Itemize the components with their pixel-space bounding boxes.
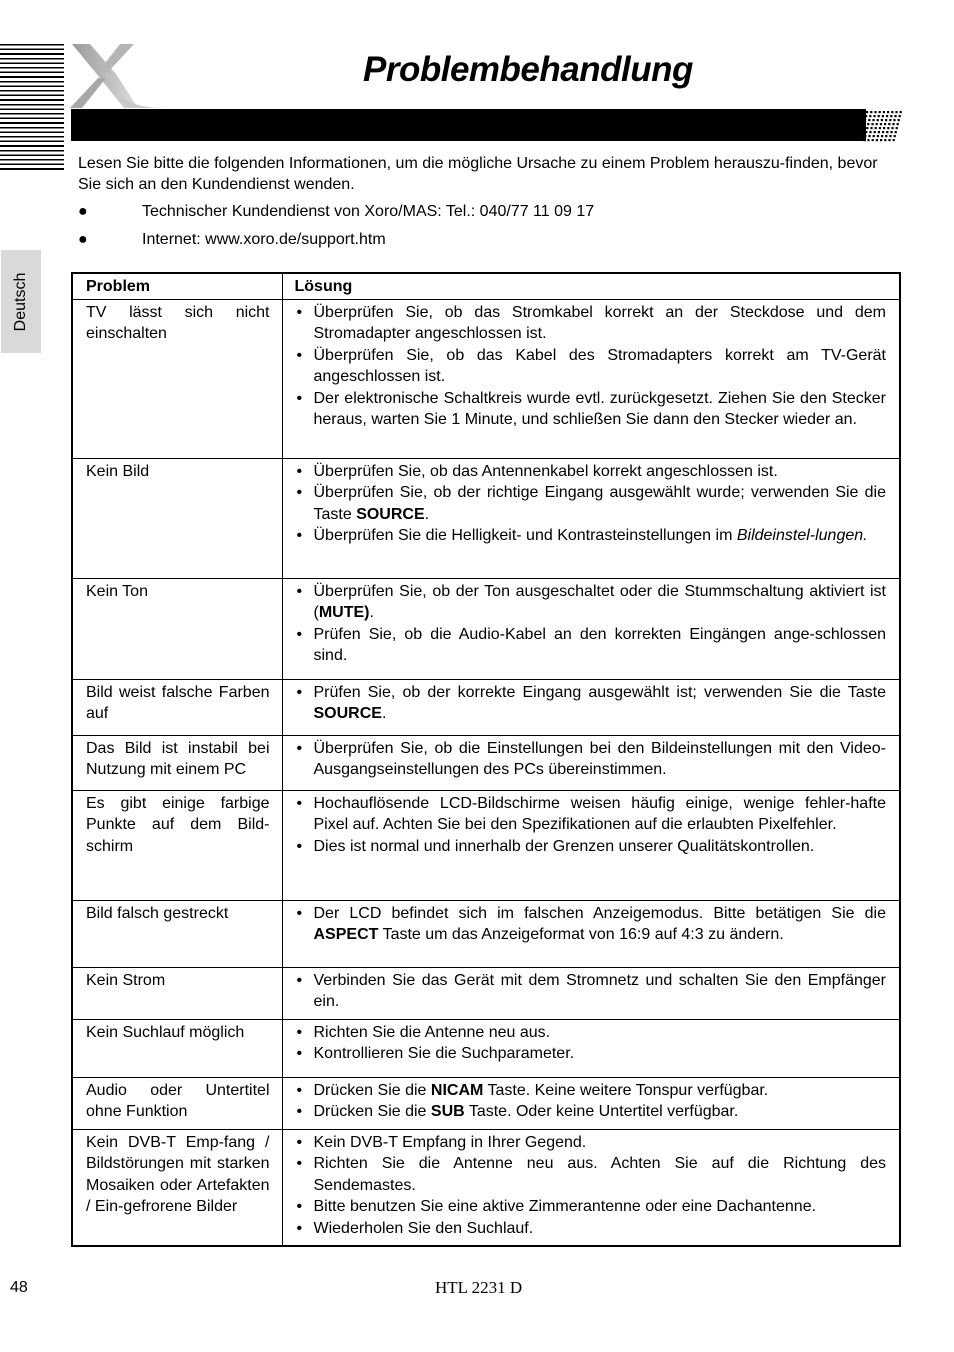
solution-cell [282, 1077, 900, 1129]
problem-cell: Kein DVB-T Emp-fang / Bildstörungen mit starken Mosaiken oder Artefakten / Ein-gefrorene Bilder [72, 1129, 282, 1246]
pattern-dot [862, 127, 864, 129]
table-row [72, 578, 900, 679]
pattern-dot [895, 131, 897, 133]
table-row [72, 679, 900, 735]
solution-item [295, 1132, 887, 1154]
pattern-dot [895, 111, 897, 113]
problem-cell: Kein Suchlauf möglich [72, 1019, 282, 1077]
solution-item [295, 624, 887, 667]
pattern-dot [876, 123, 878, 125]
pattern-dot [873, 115, 875, 117]
pattern-dot [870, 111, 872, 113]
solution-item [295, 581, 887, 624]
model-name: HTL 2231 D [435, 1278, 523, 1297]
problem-cell: Es gibt einige farbige Punkte auf dem Bild-schirm [72, 790, 282, 900]
problem-cell: Bild falsch gestreckt [72, 900, 282, 967]
table-row [72, 1077, 900, 1129]
contact-phone-text: Technischer Kundendienst von Xoro/MAS: Tel.: 040/77 11 09 17 [142, 203, 595, 220]
solution-text: Überprüfen Sie, ob das Antennenkabel korrekt angeschlossen ist. [313, 462, 778, 480]
solution-cell [282, 735, 900, 790]
solution-item [295, 738, 887, 781]
solution-item [295, 1080, 887, 1102]
key-name: ASPECT [313, 926, 379, 943]
solution-text: Kontrollieren Sie die Suchparameter. [313, 1045, 575, 1062]
solution-text: Taste. Oder keine Untertitel verfügbar. [464, 1103, 739, 1120]
solution-text: Überprüfen Sie, ob der Ton ausgeschaltet oder die Stummschaltung aktiviert ist ( [313, 582, 886, 621]
solution-item [295, 1101, 887, 1123]
solution-text: Prüfen Sie, ob die Audio-Kabel an den korrekten Eingängen ange-schlossen sind. [313, 625, 886, 664]
pattern-dot [886, 115, 888, 117]
solution-list [295, 903, 887, 946]
table-row [72, 299, 900, 458]
pattern-dot [867, 123, 869, 125]
solution-cell [282, 790, 900, 900]
solution-item [295, 970, 887, 1013]
key-name: NICAM [430, 1081, 484, 1099]
solution-item [295, 461, 887, 483]
pattern-dot [884, 139, 886, 141]
solution-text: Kein DVB-T Empfang in Ihrer Gegend. [313, 1133, 587, 1151]
pattern-dot [896, 127, 898, 129]
pattern-dot [888, 123, 890, 125]
problem-cell: Kein Bild [72, 458, 282, 578]
solution-item [295, 1043, 887, 1065]
problem-cell: TV lässt sich nicht einschalten [72, 299, 282, 458]
pattern-dot [889, 119, 891, 121]
pattern-dot [863, 123, 865, 125]
table-row [72, 458, 900, 578]
pattern-dot [877, 135, 879, 137]
pattern-dot [867, 139, 869, 141]
pattern-dot [879, 111, 881, 113]
pattern-dot [886, 131, 888, 133]
solution-list [295, 682, 887, 725]
pattern-dot [883, 127, 885, 129]
problem-cell: Kein Ton [72, 578, 282, 679]
pattern-dot [894, 115, 896, 117]
xoro-logo-icon [68, 38, 168, 110]
solution-text: Überprüfen Sie, ob die Einstellungen bei den Bildeinstellungen mit den Video-Ausgangseinstellungen des PCs übereinstimmen. [313, 739, 886, 778]
solution-item [295, 1218, 887, 1240]
pattern-dot [869, 115, 871, 117]
pattern-dot [893, 119, 895, 121]
solution-text: Taste. Keine weitere Tonspur verfügbar. [483, 1081, 769, 1099]
bullet-icon: ● [78, 203, 88, 220]
page-number: 48 [10, 1279, 28, 1296]
pattern-dot [882, 115, 884, 117]
pattern-dot [881, 135, 883, 137]
solution-text: Überprüfen Sie, ob der richtige Eingang ausgewählt wurde; verwenden Sie die Taste [313, 484, 886, 523]
solution-text: . [369, 604, 374, 621]
header-solution: Lösung [282, 273, 900, 299]
solution-text: Verbinden Sie das Gerät mit dem Stromnetz und schalten Sie den Empfänger ein. [313, 971, 886, 1010]
menu-reference: Bildeinstel-lungen. [736, 527, 868, 544]
solution-text: Prüfen Sie, ob der korrekte Eingang ausgewählt ist; verwenden Sie die Taste [313, 683, 886, 701]
pattern-dot [872, 139, 874, 141]
pattern-dot [882, 131, 884, 133]
solution-text: Drücken Sie die [313, 1081, 431, 1099]
pattern-dot [878, 115, 880, 117]
solution-cell [282, 299, 900, 458]
solution-cell [282, 578, 900, 679]
problem-cell: Audio oder Untertitel ohne Funktion [72, 1077, 282, 1129]
troubleshooting-table [71, 272, 901, 1247]
pattern-dot [898, 119, 900, 121]
solution-item [295, 903, 887, 946]
solution-text: Überprüfen Sie, ob das Kabel des Stromadapters korrekt am TV-Gerät angeschlossen ist. [313, 346, 886, 385]
solution-item [295, 682, 887, 725]
solution-text: Überprüfen Sie die Helligkeit- und Kontrasteinstellungen im [313, 527, 737, 544]
key-name: SOURCE [313, 705, 382, 722]
pattern-dot [868, 135, 870, 137]
pattern-dot [884, 123, 886, 125]
language-label: Deutsch [12, 272, 29, 331]
pattern-dot [887, 111, 889, 113]
pattern-dot [878, 131, 880, 133]
pattern-dot [866, 111, 868, 113]
pattern-dot [897, 123, 899, 125]
pattern-dot [864, 135, 866, 137]
pattern-dot [888, 139, 890, 141]
solution-item [295, 482, 887, 525]
solution-text: Drücken Sie die [313, 1103, 431, 1120]
pattern-dot [863, 139, 865, 141]
intro-text: Lesen Sie bitte die folgenden Informationen, um die mögliche Ursache zu einem Problem herauszu-finden, bevor Sie sich an den Kundendienst wenden. [78, 155, 878, 193]
solution-item [295, 1153, 887, 1196]
table-row [72, 1019, 900, 1077]
header-problem: Problem [72, 273, 282, 299]
solution-cell [282, 458, 900, 578]
solution-text: Dies ist normal und innerhalb der Grenzen unserer Qualitätskontrollen. [313, 837, 815, 855]
solution-text: Richten Sie die Antenne neu aus. [313, 1023, 551, 1041]
pattern-dot [874, 131, 876, 133]
solution-text: Wiederholen Sie den Suchlauf. [313, 1219, 534, 1237]
problem-cell: Kein Strom [72, 967, 282, 1019]
pattern-dot [883, 111, 885, 113]
solution-list [295, 1132, 887, 1240]
pattern-dot [870, 127, 872, 129]
solution-text: Richten Sie die Antenne neu aus. Achten Sie auf die Richtung des Sendemastes. [313, 1155, 886, 1194]
pattern-dot [890, 115, 892, 117]
solution-item [295, 388, 887, 431]
header-stripes-decoration [0, 44, 64, 172]
table-row [72, 1129, 900, 1246]
pattern-dot [900, 111, 902, 113]
solution-text: . [381, 705, 387, 722]
pattern-dot [893, 139, 895, 141]
bullet-icon: ● [78, 231, 88, 248]
pattern-dot [880, 123, 882, 125]
solution-list [295, 581, 887, 667]
pattern-dot [891, 111, 893, 113]
pattern-dot [889, 135, 891, 137]
pattern-dot [871, 123, 873, 125]
pattern-dot [880, 139, 882, 141]
language-side-tab [1, 250, 41, 353]
title-bar [71, 109, 866, 141]
solution-text: Hochauflösende LCD-Bildschirme weisen häufig einige, wenige fehler-hafte Pixel auf. Achten Sie bei den Spezifikationen auf die erlaubten Pixelfehler. [313, 794, 886, 833]
page-title: Problembehandlung [363, 50, 693, 89]
key-name: MUTE) [318, 604, 370, 621]
pattern-dot [864, 119, 866, 121]
solution-list [295, 302, 887, 431]
solution-cell [282, 1019, 900, 1077]
pattern-dot [874, 111, 876, 113]
pattern-dot [890, 131, 892, 133]
pattern-dot [866, 127, 868, 129]
problem-cell: Bild weist falsche Farben auf [72, 679, 282, 735]
pattern-dot [873, 135, 875, 137]
key-name: SOURCE [356, 505, 425, 523]
pattern-dot [885, 119, 887, 121]
table-row [72, 967, 900, 1019]
pattern-dot [865, 115, 867, 117]
solution-item [295, 836, 887, 858]
solution-text: Überprüfen Sie, ob das Stromkabel korrekt an der Steckdose und dem Stromadapter angeschlossen ist. [313, 303, 886, 342]
solution-item [295, 345, 887, 388]
solution-item [295, 302, 887, 345]
solution-text: Der elektronische Schaltkreis wurde evtl. zurückgesetzt. Ziehen Sie den Stecker heraus, warten Sie 1 Minute, und schließen Sie dann den Stecker wieder an. [313, 389, 886, 428]
key-name: SUB [430, 1103, 465, 1120]
solution-cell [282, 679, 900, 735]
contact-internet-text: Internet: www.xoro.de/support.htm [142, 231, 386, 248]
pattern-dot [891, 127, 893, 129]
pattern-dot [894, 135, 896, 137]
pattern-dot [868, 119, 870, 121]
pattern-dot [881, 119, 883, 121]
table-row [72, 900, 900, 967]
pattern-dot [899, 115, 901, 117]
solution-text: Bitte benutzen Sie eine aktive Zimmerantenne oder eine Dachantenne. [313, 1198, 817, 1215]
table-row [72, 790, 900, 900]
solution-list [295, 738, 887, 781]
solution-list [295, 970, 887, 1013]
solution-cell [282, 1129, 900, 1246]
problem-cell: Das Bild ist instabil bei Nutzung mit einem PC [72, 735, 282, 790]
table-header-row [72, 273, 900, 299]
pattern-dot [876, 139, 878, 141]
solution-cell [282, 900, 900, 967]
solution-text: Taste um das Anzeigeformat von 16:9 auf 4:3 zu ändern. [378, 926, 784, 943]
pattern-dot [892, 123, 894, 125]
pattern-dot [865, 131, 867, 133]
pattern-dot [887, 127, 889, 129]
pattern-dot [885, 135, 887, 137]
solution-item [295, 793, 887, 836]
solution-item [295, 1022, 887, 1044]
pattern-dot [875, 127, 877, 129]
pattern-dot [877, 119, 879, 121]
solution-item [295, 1196, 887, 1218]
pattern-dot [879, 127, 881, 129]
solution-list [295, 1022, 887, 1065]
solution-item [295, 525, 887, 547]
solution-list [295, 1080, 887, 1123]
pattern-dot [869, 131, 871, 133]
pattern-dot [872, 119, 874, 121]
solution-cell [282, 967, 900, 1019]
solution-list [295, 461, 887, 547]
solution-text: Der LCD befindet sich im falschen Anzeigemodus. Bitte betätigen Sie die [313, 904, 886, 922]
title-bar-dot-pattern [862, 108, 904, 142]
table-row [72, 735, 900, 790]
solution-text: . [424, 505, 430, 523]
solution-list [295, 793, 887, 858]
